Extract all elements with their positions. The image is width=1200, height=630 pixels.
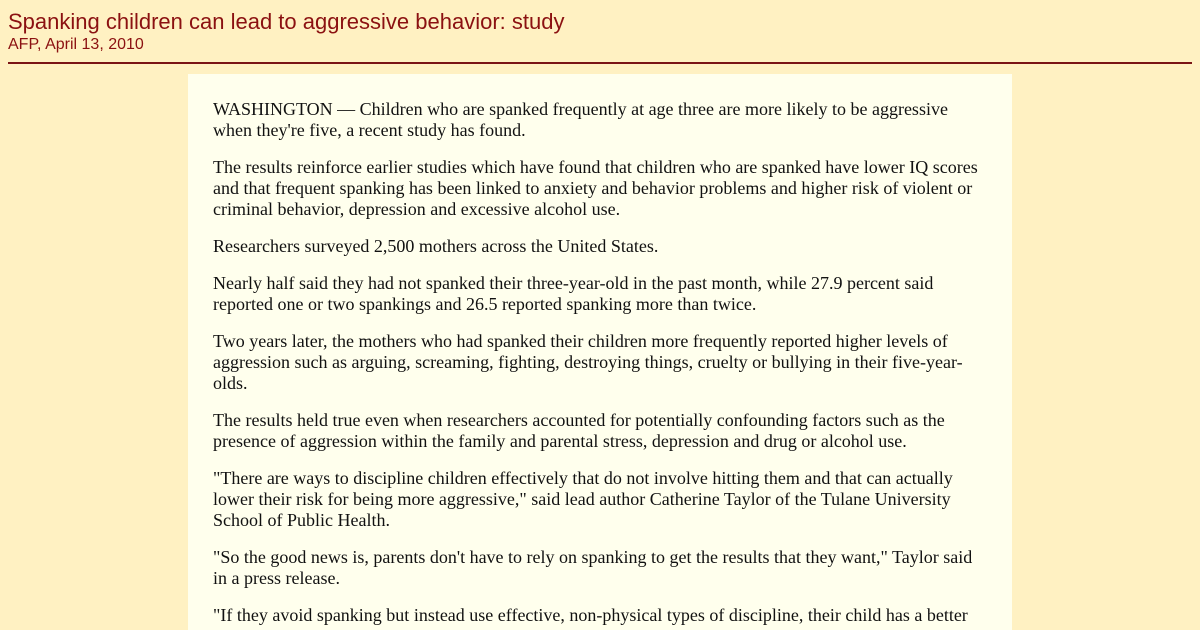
article-panel bbox=[188, 74, 1012, 630]
article-paragraph-1: WASHINGTON — Children who are spanked frequently at age three are more likely to be aggressive when they're five, a recent study has found. bbox=[213, 99, 948, 140]
article-paragraph-5: Two years later, the mothers who had spanked their children more frequently reported higher levels of aggression such as arguing, screaming, fighting, destroying things, cruelty or bullying in their five-year-olds. bbox=[213, 331, 963, 393]
article-byline: AFP, April 13, 2010 bbox=[8, 36, 144, 53]
article-paragraph-2: The results reinforce earlier studies which have found that children who are spanked have lower IQ scores and that frequent spanking has been linked to anxiety and behavior problems and higher risk of violent or criminal behavior, depression and excessive alcohol use. bbox=[213, 157, 978, 219]
article-paragraph-3: Researchers surveyed 2,500 mothers across the United States. bbox=[213, 236, 659, 256]
article-paragraph-8: "So the good news is, parents don't have to rely on spanking to get the results that they want," Taylor said in a press release. bbox=[213, 547, 973, 588]
article-body bbox=[213, 99, 988, 630]
page-title: Spanking children can lead to aggressive behavior: study bbox=[8, 9, 565, 34]
article-paragraph-6: The results held true even when researchers accounted for potentially confounding factors such as the presence of aggression within the family and parental stress, depression and drug or alcohol use. bbox=[213, 410, 945, 451]
article-paragraph-4: Nearly half said they had not spanked their three-year-old in the past month, while 27.9 percent said reported one or two spankings and 26.5 reported spanking more than twice. bbox=[213, 273, 934, 314]
page-header bbox=[8, 0, 1192, 64]
article-paragraph-7: "There are ways to discipline children effectively that do not involve hitting them and that can actually lower their risk for being more aggressive," said lead author Catherine Taylor of the Tulane University School of Public Health. bbox=[213, 468, 953, 530]
article-paragraph-9: "If they avoid spanking but instead use effective, non-physical types of discipline, their child has a better bbox=[213, 605, 968, 625]
